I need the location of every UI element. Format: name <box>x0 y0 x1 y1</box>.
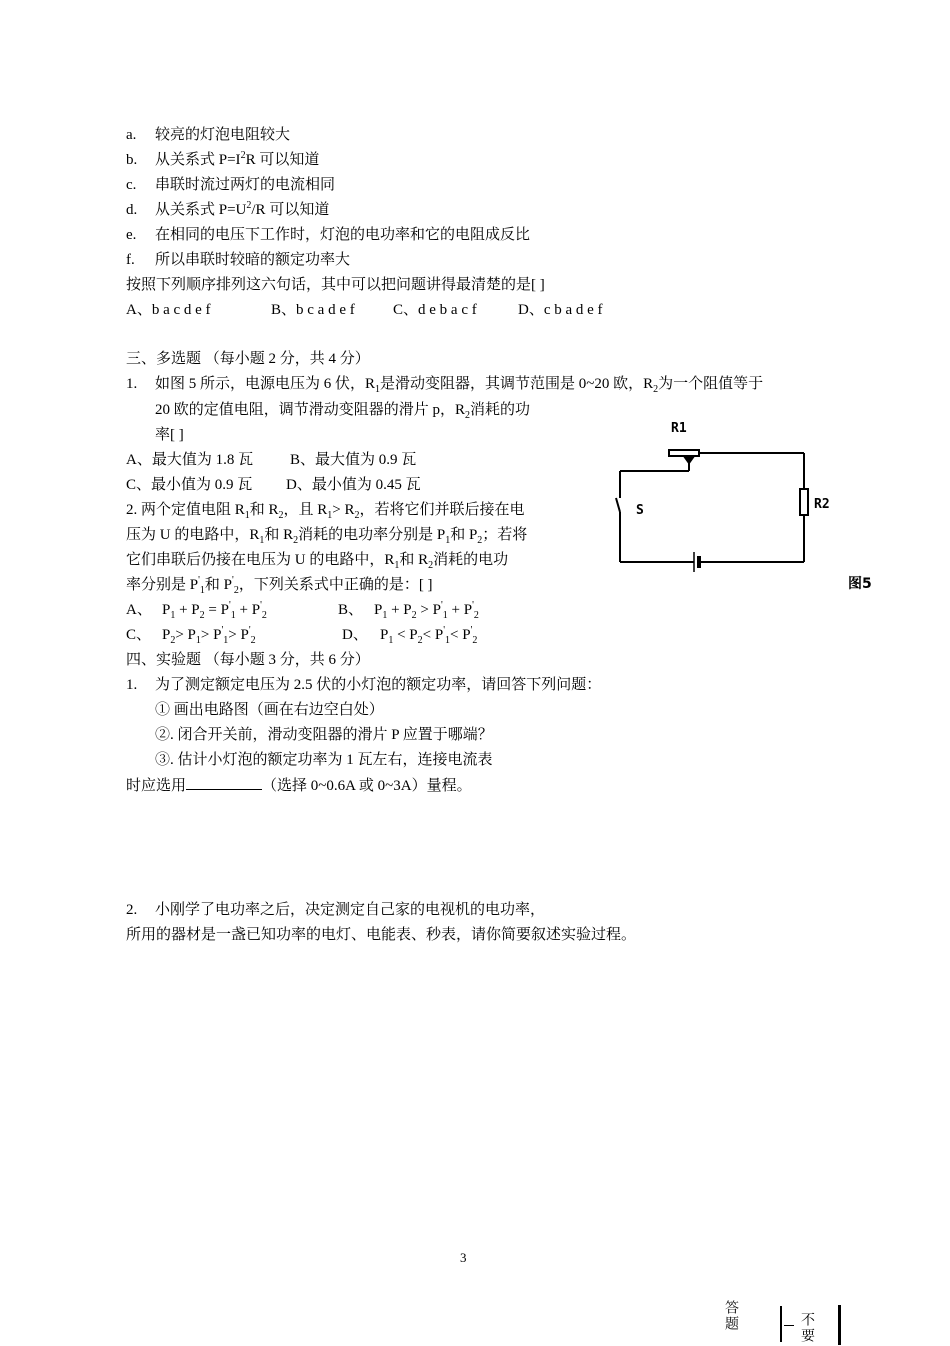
statement-a: a. 较亮的灯泡电阻较大 <box>126 127 291 143</box>
q3-1-option-d: D、最小值为 0.45 瓦 <box>286 477 421 493</box>
q3-2-option-a: A、 $P_1 + P_2 = P'_1 + P'_2$ <box>126 600 267 621</box>
q3-2-option-c: C、 $P_2> P_1> P'_1> P'_2$ <box>126 625 256 646</box>
margin-text-donot: 不要 <box>799 1312 814 1344</box>
order-option-d: D、c b a d e f <box>518 302 603 318</box>
label-s: S <box>636 503 644 518</box>
statement-c: c. 串联时流过两灯的电流相同 <box>126 177 336 193</box>
order-option-a: A、b a c d e f <box>126 302 211 318</box>
order-options <box>126 300 603 320</box>
margin-text-answer: 答题 <box>723 1300 738 1332</box>
q3-1-option-c: C、最小值为 0.9 瓦 <box>126 477 253 493</box>
margin-rule-right <box>838 1305 841 1345</box>
q3-1-option-b: B、最大值为 0.9 瓦 <box>290 452 417 468</box>
label-r2: R2 <box>814 497 830 512</box>
section3-title: 三、多选题 （每小题 2 分，共 4 分） <box>126 351 370 367</box>
order-option-b: B、b c a d e f <box>271 302 355 318</box>
resistor-r2 <box>800 489 808 515</box>
q3-1-option-a: A、最大值为 1.8 瓦 <box>126 452 254 468</box>
section4-title: 四、实验题 （每小题 3 分，共 6 分） <box>126 652 370 668</box>
order-question: 按照下列顺序排列这六句话，其中可以把问题讲得最清楚的是[ ] <box>126 277 545 293</box>
label-r1: R1 <box>671 421 687 436</box>
statement-e: e. 在相同的电压下工作时，灯泡的电功率和它的电阻成反比 <box>126 227 531 243</box>
q3-1-options-ab <box>126 450 416 470</box>
slider-arrow <box>684 456 694 463</box>
statement-b: b. 从关系式 $P=I^2R$ 可以知道 <box>126 150 320 168</box>
switch-s <box>616 498 620 512</box>
q4-1-step1: ① 画出电路图（画在右边空白处） <box>155 702 384 718</box>
q3-1-options-cd <box>126 475 421 495</box>
margin-rule-left <box>780 1306 782 1342</box>
q3-2-options-ab <box>126 600 479 620</box>
q3-1-line2: 20 欧的定值电阻，调节滑动变阻器的滑片 p，$R_2$消耗的功 <box>155 402 531 421</box>
statement-d: d. 从关系式 $P=U^2/R$ 可以知道 <box>126 200 330 218</box>
order-option-c: C、d e b a c f <box>393 302 477 318</box>
q4-1-step3: ③. 估计小灯泡的额定功率为 1 瓦左右，连接电流表 <box>155 752 493 768</box>
q3-2-line2: 压为 U 的电路中，$R_1$和 $R_2$消耗的电功率分别是 $P_1$和 $P_2$；若将 <box>126 527 528 546</box>
q3-1-line1: 1. 如图 5 所示，电源电压为 6 伏，$R_1$是滑动变阻器，其调节范围是 0~20 欧，$R_2$为一个阻值等于 <box>126 376 764 395</box>
statement-f: f. 所以串联时较暗的额定功率大 <box>126 252 351 268</box>
battery-short-plate <box>697 556 701 568</box>
q3-2-options-cd <box>126 625 477 645</box>
q3-2-line3: 它们串联后仍接在电压为 U 的电路中，$R_1$和 $R_2$消耗的电功 <box>126 552 509 571</box>
q4-1-text: 1. 为了测定额定电压为 2.5 伏的小灯泡的额定功率，请回答下列问题： <box>126 677 602 693</box>
q3-2-line4: 率分别是 $P'_1$和 $P'_2$，下列关系式中正确的是：[ ] <box>126 575 433 596</box>
q4-1-step2: ②. 闭合开关前，滑动变阻器的滑片 P 应置于哪端？ <box>155 727 493 743</box>
q4-1-step4: 时应选用 （选择 0~0.6A 或 0~3A）量程。 <box>126 775 472 796</box>
q4-2-line2: 所用的器材是一盏已知功率的电灯、电能表、秒表，请你简要叙述实验过程。 <box>126 927 637 943</box>
q3-2-option-b: B、 $P_1 + P_2 > P'_1 + P'_2$ <box>338 600 479 621</box>
circuit-diagram-figure-5 <box>600 412 890 592</box>
q3-2-option-d: D、 $P_1 < P_2< P'_1< P'_2$ <box>342 625 478 646</box>
q3-2-line1: 2. 两个定值电阻 $R_1$和 $R_2$，且 $R_1> R_2$，若将它们并联后接在电 <box>126 502 525 521</box>
page-number: 3 <box>460 1250 467 1265</box>
q3-1-line3: 率[ ] <box>155 427 184 443</box>
margin-tick <box>784 1325 794 1326</box>
q4-2-line1: 2. 小刚学了电功率之后，决定测定自己家的电视机的电功率， <box>126 902 546 918</box>
answer-blank[interactable] <box>186 775 262 790</box>
figure-caption: 图5 <box>848 576 872 592</box>
